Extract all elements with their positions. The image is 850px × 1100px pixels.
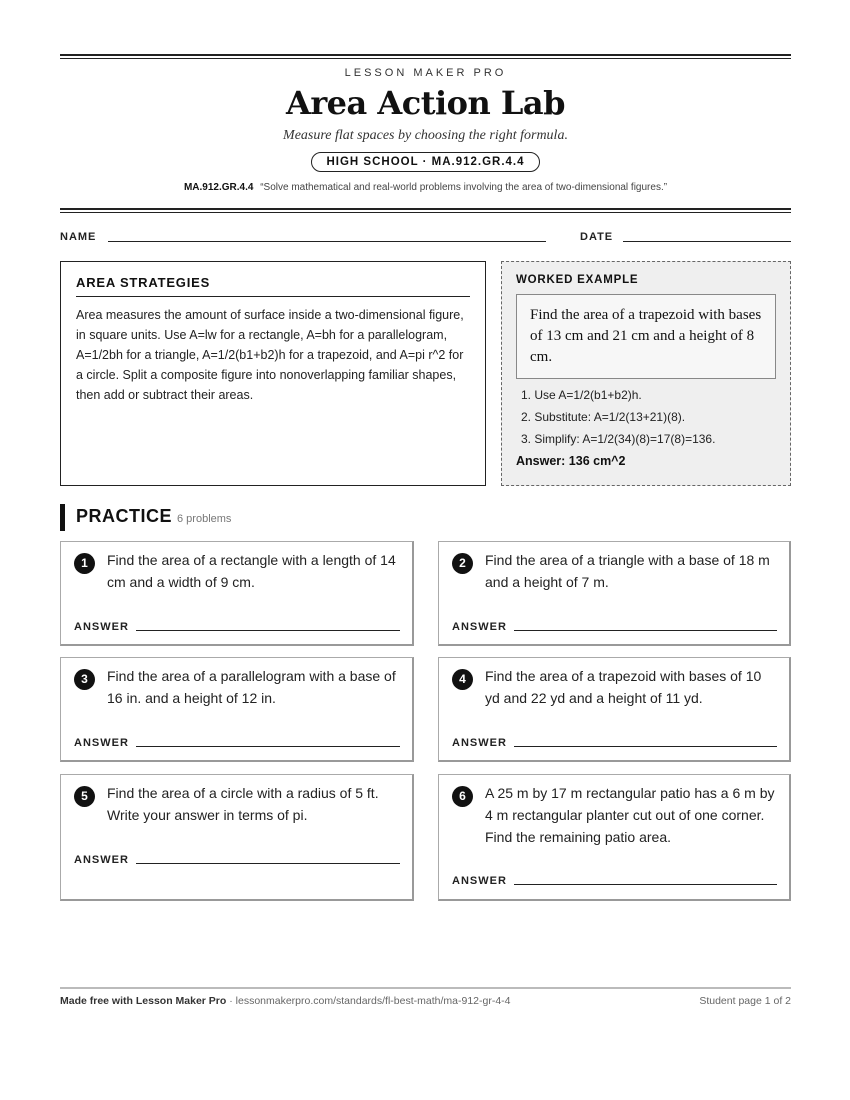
answer-label: ANSWER	[452, 875, 507, 887]
problem-text: Find the area of a rectangle with a length of 14 cm and a width of 9 cm.	[107, 552, 396, 590]
standard-line	[60, 182, 791, 193]
strategies-heading: AREA STRATEGIES	[76, 275, 470, 297]
answer-field[interactable]	[136, 863, 400, 864]
standard-description: “Solve mathematical and real-world problems involving the area of two-dimensional figures.”	[260, 182, 668, 193]
footer-rule	[60, 987, 791, 989]
worked-example-box	[501, 261, 791, 486]
header-bottom-rule	[60, 208, 791, 213]
worked-example-problem: Find the area of a trapezoid with bases of 13 cm and 21 cm and a height of 8 cm.	[516, 294, 776, 379]
page-title: Area Action Lab	[285, 84, 566, 122]
answer-field[interactable]	[136, 630, 400, 631]
problem-text: Find the area of a parallelogram with a base of 16 in. and a height of 12 in.	[107, 668, 396, 706]
answer-field[interactable]	[514, 630, 777, 631]
problem-number: 6	[452, 786, 473, 807]
problem-number: 1	[74, 553, 95, 574]
header-top-rule	[60, 54, 791, 59]
footer-url: · lessonmakerpro.com/standards/fl-best-math/ma-912-gr-4-4	[226, 995, 511, 1007]
problem-text: A 25 m by 17 m rectangular patio has a 6 m by 4 m rectangular planter cut out of one corner. Find the remaining patio area.	[485, 785, 775, 845]
name-label: NAME	[60, 231, 97, 243]
answer-label: ANSWER	[452, 737, 507, 749]
level-badge: HIGH SCHOOL · MA.912.GR.4.4	[311, 152, 539, 172]
date-label: DATE	[580, 231, 614, 243]
date-field[interactable]	[623, 241, 791, 242]
answer-field[interactable]	[514, 746, 777, 747]
page-subtitle: Measure flat spaces by choosing the right formula.	[283, 128, 568, 143]
practice-heading: PRACTICE	[76, 506, 173, 526]
answer-label: ANSWER	[74, 854, 129, 866]
problem-text: Find the area of a circle with a radius of 5 ft. Write your answer in terms of pi.	[107, 785, 379, 823]
problem-card	[438, 657, 791, 762]
answer-label: ANSWER	[74, 737, 129, 749]
worked-example-heading: WORKED EXAMPLE	[516, 274, 639, 286]
answer-label: ANSWER	[74, 621, 129, 633]
worked-example-answer: Answer: 136 cm^2	[516, 454, 626, 468]
answer-field[interactable]	[136, 746, 400, 747]
problem-text: Find the area of a trapezoid with bases of 10 yd and 22 yd and a height of 11 yd.	[485, 668, 762, 706]
brand-name: LESSON MAKER PRO	[344, 67, 507, 79]
problem-number: 5	[74, 786, 95, 807]
strategies-box	[60, 261, 486, 486]
worked-example-step: 3. Simplify: A=1/2(34)(8)=17(8)=136.	[521, 432, 716, 446]
worksheet-page	[60, 0, 791, 1100]
problem-card	[438, 774, 791, 901]
practice-count: 6 problems	[177, 513, 232, 525]
answer-label: ANSWER	[452, 621, 507, 633]
strategies-body: Area measures the amount of surface inside a two-dimensional figure, in square units. Use A=lw for a rectangle, A=bh for a parallelogram, A=1/2bh for a triangle, A=1/2(b1+b2)h for a trapezoid, and A=pi r^2 for a circle. Split a composite figure into nonoverlapping familiar shapes, then add or subtract their areas.	[76, 308, 464, 402]
problem-card	[60, 774, 414, 901]
standard-code: MA.912.GR.4.4	[183, 182, 254, 193]
name-field[interactable]	[108, 241, 546, 242]
problem-card	[60, 657, 414, 762]
worked-example-step: 1. Use A=1/2(b1+b2)h.	[521, 388, 642, 402]
problem-number: 3	[74, 669, 95, 690]
footer-credit	[60, 995, 511, 1007]
problem-card	[60, 541, 414, 646]
problem-card	[438, 541, 791, 646]
footer-page-number: Student page 1 of 2	[699, 995, 791, 1007]
footer-made-with: Made free with Lesson Maker Pro	[60, 995, 227, 1007]
worked-example-steps	[516, 384, 776, 450]
answer-field[interactable]	[514, 884, 777, 885]
problem-text: Find the area of a triangle with a base of 18 m and a height of 7 m.	[485, 552, 770, 590]
problem-number: 2	[452, 553, 473, 574]
worked-example-step: 2. Substitute: A=1/2(13+21)(8).	[521, 410, 686, 424]
level-wrap	[60, 152, 791, 172]
practice-accent-bar	[60, 504, 65, 531]
problem-number: 4	[452, 669, 473, 690]
